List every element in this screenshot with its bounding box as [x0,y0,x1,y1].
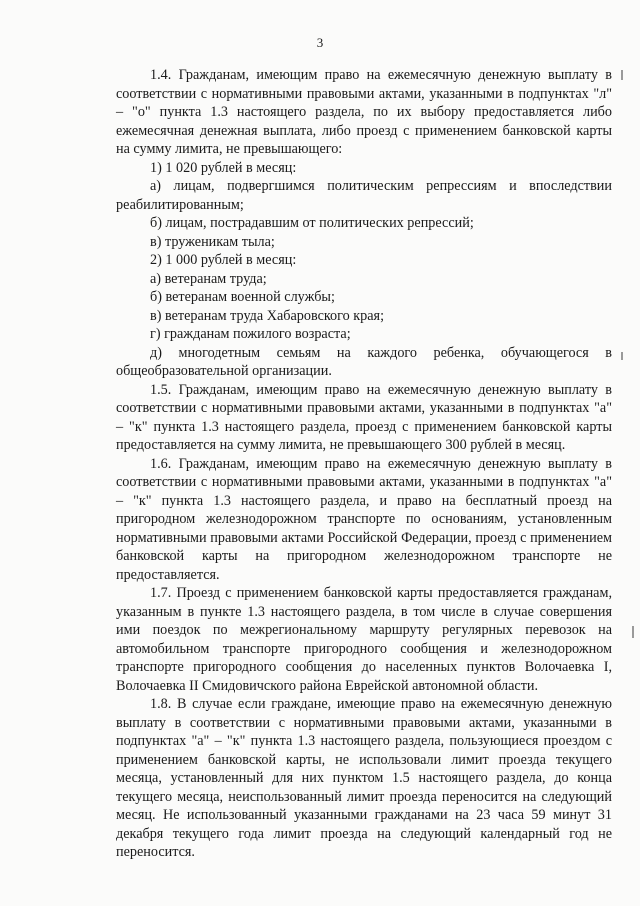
paragraph-1-4: 1.4. Гражданам, имеющим право на ежемесячную денежную выплату в соответствии с нормативными правовыми актами, указанными в подпунктах "л" – "о" пункта 1.3 настоящего раздела, по их выбору предоставляется либо ежемесячная денежная выплата, либо проезд с применением банковской карты на сумму лимита, не превышающего: [116,67,612,157]
paragraph-1-6: 1.6. Гражданам, имеющим право на ежемесячную денежную выплату в соответствии с нормативными правовыми актами, указанными в подпунктах "а" – "к" пункта 1.3 настоящего раздела, и право на бесплатный проезд на пригородном железнодорожном транспорте по основаниям, установленным нормативными правовыми актами Российской Федерации, проезд с применением банковской карты на пригородном железнодорожном транспорте не предоставляется. [116,455,612,583]
list-item-2: 2) 1 000 рублей в месяц: [150,252,297,268]
paragraph-1-7: 1.7. Проезд с применением банковской карты предоставляется гражданам, указанным в пункте 1.3 настоящего раздела, в том числе в случае совершения ими поездок по межрегиональному маршруту регулярных перевозок на автомобильном транспорте пригородного сообщения и железнодорожном транспорте пригородного сообщения до населенных пунктов Волочаевка I, Волочаевка II Смидовичского района Еврейской автономной области. [116,585,612,694]
list-item-2v: в) ветеранам труда Хабаровского края; [150,307,385,324]
list-item-2g: г) гражданам пожилого возраста; [150,326,351,342]
list-item-2d: д) многодетным семьям на каждого ребенка, обучающегося в общеобразовательной организации. [116,344,612,379]
scan-edge-mark [621,352,623,360]
list-item-2b: б) ветеранам военной службы; [150,289,335,305]
list-item-1v: в) труженикам тыла; [150,233,275,250]
scan-edge-mark [621,70,623,80]
list-item-1a: а) лицам, подвергшимся политическим репрессиям и впоследствии реабилитированным; [116,178,612,213]
paragraph-1-8: 1.8. В случае если граждане, имеющие право на ежемесячную денежную выплату в соответствии с нормативными правовыми актами, указанными в подпунктах "а" – "к" пункта 1.3 настоящего раздела, пользующиеся проездом с применением банковской карты, не использовали лимит проезда текущего месяца, установленный для них пунктом 1.5 настоящего раздела, до конца текущего месяца, неиспользованный лимит проезда переносится на следующий месяц. Не использованный указанными гражданами на 23 часа 59 минут 31 декабря текущего года лимит проезда на следующий календарный год не переносится. [116,696,612,860]
paragraph-1-5: 1.5. Гражданам, имеющим право на ежемесячную денежную выплату в соответствии с нормативными правовыми актами, указанными в подпунктах "а" – "к" пункта 1.3 настоящего раздела, проезд с применением банковской карты предоставляется на сумму лимита, не превышающего 300 рублей в месяц. [116,381,612,453]
list-item-2a: а) ветеранам труда; [150,270,267,287]
document-body [116,66,612,862]
list-item-1: 1) 1 020 рублей в месяц: [150,159,297,176]
scan-edge-mark [632,626,634,638]
page-number: 3 [316,35,324,50]
list-item-1b: б) лицам, пострадавшим от политических репрессий; [150,215,474,231]
